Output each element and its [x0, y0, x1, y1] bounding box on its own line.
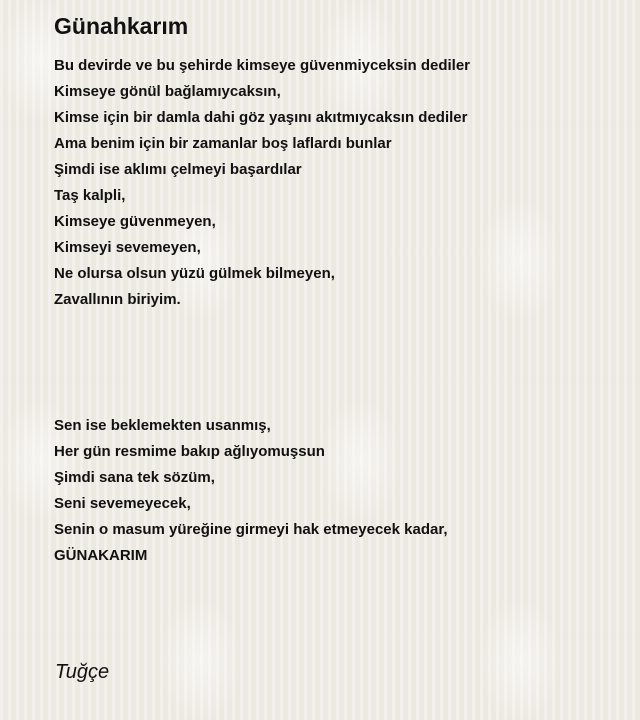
poem-stanza-1 — [54, 53, 470, 313]
poem-stanza-2 — [54, 413, 448, 569]
poem-line: Kimseye güvenmeyen, — [54, 213, 216, 230]
poem-line: Kimseye gönül bağlamıycaksın, — [54, 83, 281, 100]
poem-line: Her gün resmime bakıp ağlıyomuşsun — [54, 443, 325, 460]
poem-line: Ne olursa olsun yüzü gülmek bilmeyen, — [54, 265, 335, 282]
poem-line: Bu devirde ve bu şehirde kimseye güvenmiyceksin dediler — [54, 57, 471, 74]
poem-line: Şimdi ise aklımı çelmeyi başardılar — [54, 161, 302, 178]
poem-author: Tuğçe — [55, 661, 110, 683]
poem-line: Kimseyi sevemeyen, — [54, 239, 201, 256]
poem-line: Senin o masum yüreğine girmeyi hak etmeyecek kadar, — [54, 521, 448, 538]
poem-line: Zavallının biriyim. — [54, 291, 181, 308]
poem-line: Taş kalpli, — [54, 187, 126, 204]
poem-title: Günahkarım — [54, 13, 189, 39]
poem-line: GÜNAKARIM — [54, 547, 148, 564]
poem-line: Şimdi sana tek sözüm, — [54, 469, 215, 486]
poem-line: Kimse için bir damla dahi göz yaşını akıtmıycaksın dediler — [54, 109, 468, 126]
poem-line: Ama benim için bir zamanlar boş laflardı bunlar — [54, 135, 392, 152]
poem-line: Sen ise beklemekten usanmış, — [54, 417, 271, 434]
poem-line: Seni sevemeyecek, — [54, 495, 191, 512]
